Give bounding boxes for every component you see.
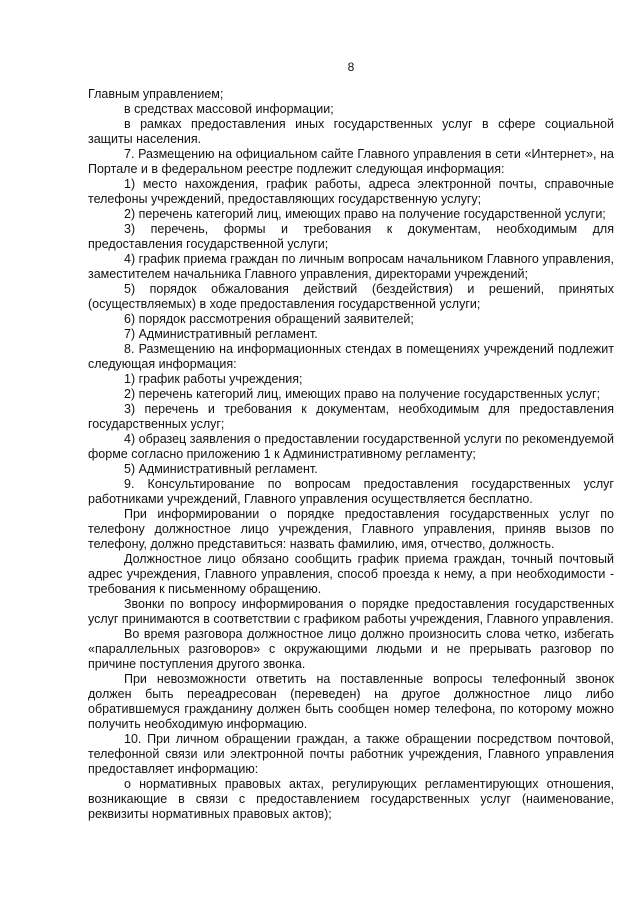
paragraph: 5) Административный регламент. — [124, 462, 318, 476]
paragraph: 8. Размещению на информационных стендах в помещениях учреждений подлежит следующая информация: — [88, 342, 614, 371]
paragraph: 4) график приема граждан по личным вопросам начальником Главного управления, заместителем начальника Главного управления, директорами учреждений; — [88, 252, 614, 281]
paragraph: 5) порядок обжалования действий (бездействия) и решений, принятых (осуществляемых) в ходе предоставления государственной услуги; — [88, 282, 614, 311]
paragraph: 4) образец заявления о предоставлении государственной услуги по рекомендуемой форме согласно приложению 1 к Административному регламенту; — [88, 432, 614, 461]
paragraph: 1) место нахождения, график работы, адреса электронной почты, справочные телефоны учреждений, предоставляющих государственную услугу; — [88, 177, 614, 206]
paragraph: 2) перечень категорий лиц, имеющих право на получение государственной услуги; — [124, 207, 606, 221]
paragraph: При информировании о порядке предоставления государственных услуг по телефону должностное лицо учреждения, Главного управления, приняв вызов по телефону, должно представиться: назвать фамилию, имя, отчество, должность. — [88, 507, 614, 551]
document-body — [88, 87, 614, 822]
paragraph: Должностное лицо обязано сообщить график приема граждан, точный почтовый адрес учреждения, Главного управления, способ проезда к нему, а при необходимости - требования к письменному обращению. — [88, 552, 614, 596]
paragraph: Главным управлением; — [88, 87, 224, 101]
paragraph: 6) порядок рассмотрения обращений заявителей; — [124, 312, 414, 326]
paragraph: 9. Консультирование по вопросам предоставления государственных услуг работниками учреждений, Главного управления осуществляется бесплатно. — [88, 477, 614, 506]
paragraph: Звонки по вопросу информирования о порядке предоставления государственных услуг принимаются в соответствии с графиком работы учреждения, Главного управления. — [88, 597, 614, 626]
paragraph: в средствах массовой информации; — [124, 102, 334, 116]
paragraph: 7. Размещению на официальном сайте Главного управления в сети «Интернет», на Портале и в федеральном реестре подлежит следующая информация: — [88, 147, 614, 176]
paragraph: 2) перечень категорий лиц, имеющих право на получение государственных услуг; — [124, 387, 601, 401]
paragraph: в рамках предоставления иных государственных услуг в сфере социальной защиты населения. — [88, 117, 614, 146]
paragraph: 7) Административный регламент. — [124, 327, 318, 341]
page-number: 8 — [347, 60, 355, 74]
paragraph: о нормативных правовых актах, регулирующих регламентирующих отношения, возникающие в связи с предоставлением государственных услуг (наименование, реквизиты нормативных правовых актов); — [88, 777, 614, 821]
paragraph: 3) перечень, формы и требования к документам, необходимым для предоставления государственной услуги; — [88, 222, 614, 251]
paragraph: При невозможности ответить на поставленные вопросы телефонный звонок должен быть переадресован (переведен) на другое должностное лицо либо обратившемуся гражданину должен быть сообщен номер телефона, по которому можно получить необходимую информацию. — [88, 672, 614, 731]
paragraph: 3) перечень и требования к документам, необходимым для предоставления государственных услуг; — [88, 402, 614, 431]
paragraph: 1) график работы учреждения; — [124, 372, 303, 386]
paragraph: Во время разговора должностное лицо должно произносить слова четко, избегать «параллельных разговоров» с окружающими людьми и не прерывать разговор по причине поступления другого звонка. — [88, 627, 614, 671]
paragraph: 10. При личном обращении граждан, а также обращении посредством почтовой, телефонной связи или электронной почты работник учреждения, Главного управления предоставляет информацию: — [88, 732, 614, 776]
